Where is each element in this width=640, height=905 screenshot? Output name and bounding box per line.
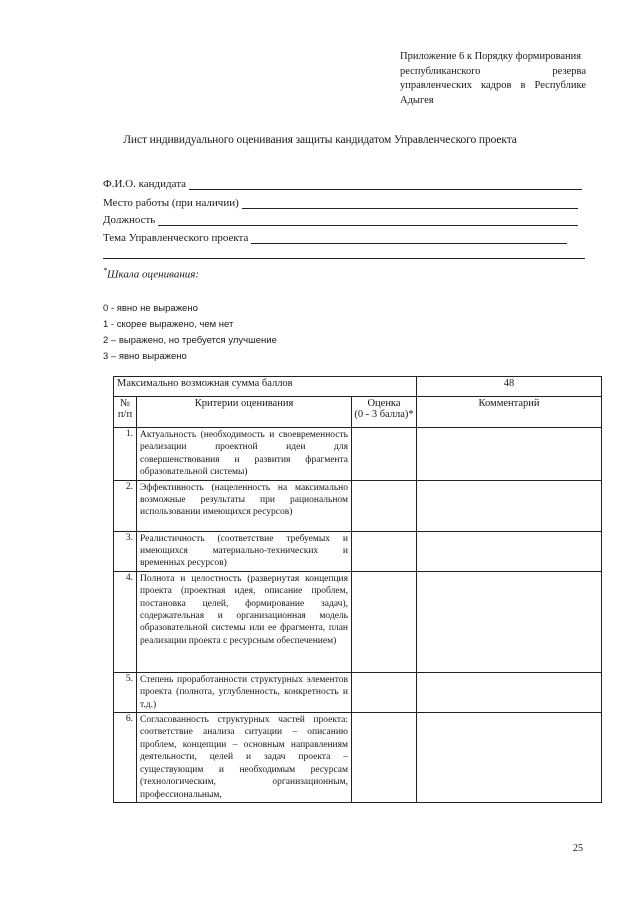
table-row [114,713,602,803]
table-row [114,571,602,672]
row-number: 3. [114,531,137,571]
col-header-score-line1: Оценка [367,398,401,409]
scale-item-2: 2 – выражено, но требуется улучшение [103,335,277,346]
row-criterion: Актуальность (необходимость и своевременность реализации проектной идеи для совершенствования и развития фрагмента образовательной системы) [137,428,352,481]
row-criterion: Степень проработанности структурных элементов проекта (полнота, углубленность, конкретность и т.д.) [137,672,352,712]
col-header-number [114,397,137,428]
field-workplace-line[interactable] [242,198,578,209]
row-comment-cell[interactable] [417,672,602,712]
row-score-cell[interactable] [352,713,417,803]
row-comment-cell[interactable] [417,428,602,481]
row-comment-cell[interactable] [417,480,602,531]
max-score-value: 48 [417,377,602,397]
row-number: 2. [114,480,137,531]
appendix-line-1: Приложение 6 к Порядку формирования [400,51,582,62]
scale-item-1: 1 - скорее выражено, чем нет [103,319,234,330]
page-number: 25 [573,843,583,854]
evaluation-table [113,376,602,803]
field-project-topic-label: Тема Управленческого проекта [103,232,249,244]
table-row [114,672,602,712]
document-title: Лист индивидуального оценивания защиты кандидатом Управленческого проекта [123,134,517,146]
appendix-line-4: Адыгея [400,94,434,106]
row-number: 5. [114,672,137,712]
table-row [114,480,602,531]
field-workplace-label: Место работы (при наличии) [103,197,239,209]
row-score-cell[interactable] [352,672,417,712]
table-row [114,428,602,481]
field-position [103,214,578,226]
col-header-score [352,397,417,428]
row-comment-cell[interactable] [417,571,602,672]
field-fio-label: Ф.И.О. кандидата [103,178,187,190]
table-row [114,531,602,571]
col-header-number-line2: п/п [117,409,133,420]
appendix-line-2: республиканского резерва [400,65,586,77]
field-extra-line[interactable] [103,258,585,259]
row-number: 1. [114,428,137,481]
row-number: 4. [114,571,137,672]
field-project-topic-line[interactable] [251,233,567,244]
field-position-label: Должность [103,214,156,226]
field-workplace [103,197,578,209]
col-header-criteria: Критерии оценивания [137,397,352,428]
scale-item-3: 3 – явно выражено [103,351,187,362]
row-comment-cell[interactable] [417,713,602,803]
field-position-line[interactable] [158,215,578,226]
row-score-cell[interactable] [352,531,417,571]
row-score-cell[interactable] [352,480,417,531]
field-project-topic [103,232,567,244]
col-header-comment: Комментарий [417,397,602,428]
scale-asterisk: * [103,266,107,275]
row-criterion: Полнота и целостность (развернутая концепция проекта (проектная идея, описание проблем, постановка целей, формирование задач), содержательная и организационная модель образовательной системы или ее фрагмента, план реализации проекта с ресурсным обеспечением) [137,571,352,672]
row-comment-cell[interactable] [417,531,602,571]
row-number: 6. [114,713,137,803]
appendix-line-3: управленческих кадров в Республике [400,80,586,91]
field-fio [103,178,582,190]
scale-heading [103,266,199,281]
field-fio-line[interactable] [189,179,582,190]
appendix-note [400,50,586,108]
row-criterion: Эффективность (нацеленность на максимально возможные результаты при рациональном использовании имеющихся ресурсов) [137,480,352,531]
col-header-number-line1: № [119,398,131,409]
row-criterion: Реалистичность (соответствие требуемых и имеющихся материально-технических и временных ресурсов) [137,531,352,571]
row-score-cell[interactable] [352,571,417,672]
table-header-row [114,397,602,428]
scale-list [103,301,277,365]
max-score-label: Максимально возможная сумма баллов [114,377,417,397]
scale-title: Шкала оценивания: [107,268,200,281]
col-header-score-line2: (0 - 3 балла)* [354,409,414,420]
scale-item-0: 0 - явно не выражено [103,303,198,314]
row-criterion: Согласованность структурных частей проекта: соответствие анализа ситуации – описанию проблем, концепции – основным направлениям деятельности, целей и задач проекта – существующим и необходимым ресурсам (технологическим, организационным, профессиональным, [137,713,352,803]
table-max-row [114,377,602,397]
row-score-cell[interactable] [352,428,417,481]
